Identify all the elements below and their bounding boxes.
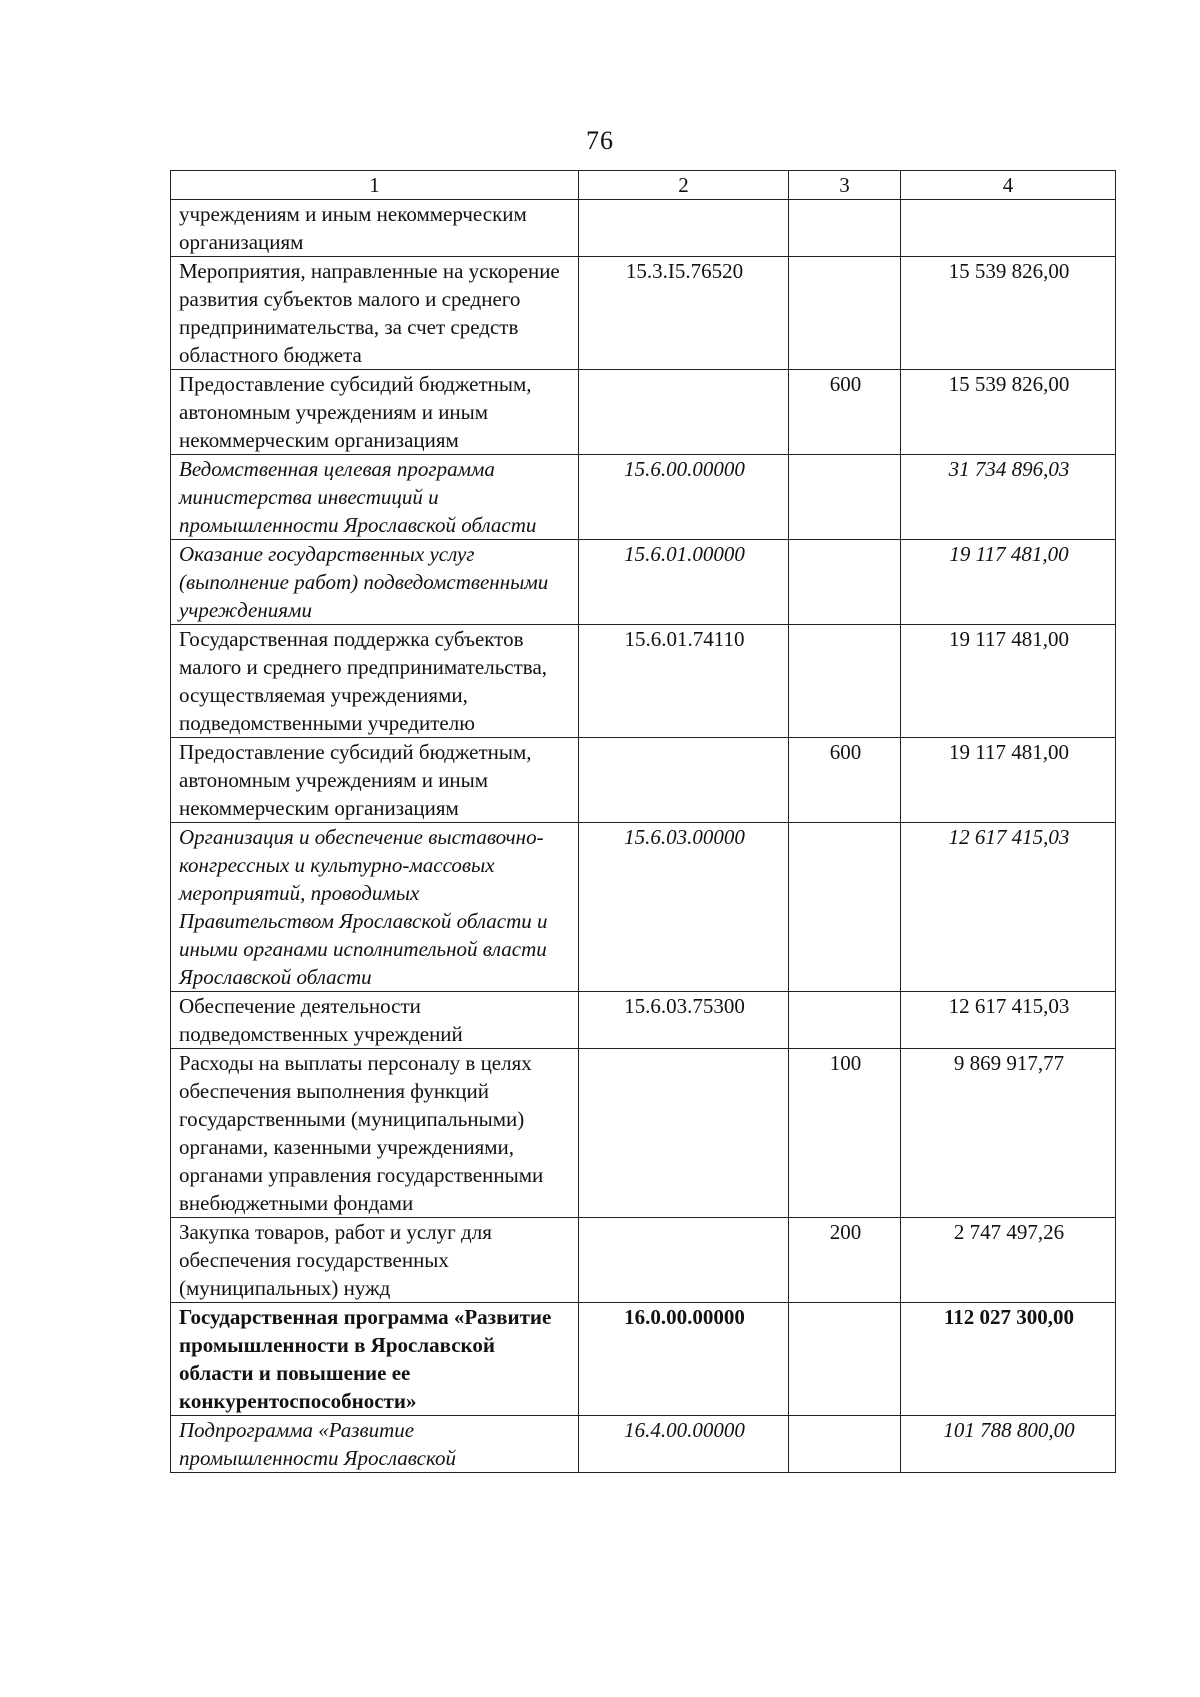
- row-code-cell: [579, 370, 789, 455]
- row-expense-type-cell: [789, 1416, 901, 1473]
- row-name-cell: Мероприятия, направленные на ускорение развития субъектов малого и среднего предпринимательства, за счет средств областного бюджета: [171, 257, 579, 370]
- row-code-cell: [579, 200, 789, 257]
- row-name-cell: Предоставление субсидий бюджетным, автономным учреждениям и иным некоммерческим организациям: [171, 370, 579, 455]
- row-name-cell: Обеспечение деятельности подведомственных учреждений: [171, 992, 579, 1049]
- table-row: [171, 540, 1116, 625]
- row-code-cell: 15.6.00.00000: [579, 455, 789, 540]
- table-header-row: [171, 171, 1116, 200]
- row-amount-cell: 112 027 300,00: [901, 1303, 1116, 1416]
- row-expense-type-cell: [789, 257, 901, 370]
- header-col-4: 4: [901, 171, 1116, 200]
- row-expense-type-cell: [789, 823, 901, 992]
- row-name-cell: Ведомственная целевая программа министерства инвестиций и промышленности Ярославской области: [171, 455, 579, 540]
- row-amount-cell: 101 788 800,00: [901, 1416, 1116, 1473]
- row-code-cell: 15.6.01.74110: [579, 625, 789, 738]
- row-amount-cell: [901, 200, 1116, 257]
- table-row: [171, 1416, 1116, 1473]
- table-row: [171, 738, 1116, 823]
- row-code-cell: 16.0.00.00000: [579, 1303, 789, 1416]
- row-name-cell: учреждениям и иным некоммерческим организациям: [171, 200, 579, 257]
- row-expense-type-cell: 600: [789, 370, 901, 455]
- table-row: [171, 200, 1116, 257]
- row-amount-cell: 19 117 481,00: [901, 738, 1116, 823]
- row-expense-type-cell: 600: [789, 738, 901, 823]
- row-name-cell: Закупка товаров, работ и услуг для обеспечения государственных (муниципальных) нужд: [171, 1218, 579, 1303]
- row-code-cell: [579, 1218, 789, 1303]
- table-row: [171, 455, 1116, 540]
- row-code-cell: 15.3.I5.76520: [579, 257, 789, 370]
- row-name-cell: Оказание государственных услуг (выполнение работ) подведомственными учреждениями: [171, 540, 579, 625]
- page-number: 76: [586, 126, 614, 155]
- row-amount-cell: 15 539 826,00: [901, 370, 1116, 455]
- table-row: [171, 823, 1116, 992]
- row-amount-cell: 19 117 481,00: [901, 540, 1116, 625]
- table-row: [171, 992, 1116, 1049]
- row-expense-type-cell: [789, 625, 901, 738]
- row-code-cell: [579, 738, 789, 823]
- header-col-2: 2: [579, 171, 789, 200]
- row-amount-cell: 2 747 497,26: [901, 1218, 1116, 1303]
- row-code-cell: 15.6.01.00000: [579, 540, 789, 625]
- header-col-1: 1: [171, 171, 579, 200]
- row-expense-type-cell: 200: [789, 1218, 901, 1303]
- row-code-cell: 15.6.03.00000: [579, 823, 789, 992]
- table-row: [171, 1049, 1116, 1218]
- row-code-cell: 16.4.00.00000: [579, 1416, 789, 1473]
- row-expense-type-cell: [789, 1303, 901, 1416]
- table-row: [171, 257, 1116, 370]
- row-code-cell: 15.6.03.75300: [579, 992, 789, 1049]
- row-name-cell: Государственная программа «Развитие промышленности в Ярославской области и повышение ее конкурентоспособности»: [171, 1303, 579, 1416]
- row-code-cell: [579, 1049, 789, 1218]
- row-amount-cell: 12 617 415,03: [901, 992, 1116, 1049]
- table-row: [171, 1303, 1116, 1416]
- row-name-cell: Государственная поддержка субъектов малого и среднего предпринимательства, осуществляемая учреждениями, подведомственными учредителю: [171, 625, 579, 738]
- row-amount-cell: 15 539 826,00: [901, 257, 1116, 370]
- row-name-cell: Организация и обеспечение выставочно-конгрессных и культурно-массовых мероприятий, проводимых Правительством Ярославской области и иными органами исполнительной власти Ярославской области: [171, 823, 579, 992]
- row-expense-type-cell: [789, 455, 901, 540]
- row-amount-cell: 31 734 896,03: [901, 455, 1116, 540]
- row-name-cell: Предоставление субсидий бюджетным, автономным учреждениям и иным некоммерческим организациям: [171, 738, 579, 823]
- row-amount-cell: 12 617 415,03: [901, 823, 1116, 992]
- table-row: [171, 370, 1116, 455]
- table-row: [171, 1218, 1116, 1303]
- row-expense-type-cell: [789, 200, 901, 257]
- header-col-3: 3: [789, 171, 901, 200]
- row-expense-type-cell: [789, 992, 901, 1049]
- table-row: [171, 625, 1116, 738]
- row-amount-cell: 9 869 917,77: [901, 1049, 1116, 1218]
- budget-table: [170, 170, 1116, 1473]
- row-amount-cell: 19 117 481,00: [901, 625, 1116, 738]
- row-name-cell: Расходы на выплаты персоналу в целях обеспечения выполнения функций государственными (муниципальными) органами, казенными учреждениями, органами управления государственными внебюджетными фондами: [171, 1049, 579, 1218]
- row-expense-type-cell: [789, 540, 901, 625]
- row-name-cell: Подпрограмма «Развитие промышленности Ярославской: [171, 1416, 579, 1473]
- row-expense-type-cell: 100: [789, 1049, 901, 1218]
